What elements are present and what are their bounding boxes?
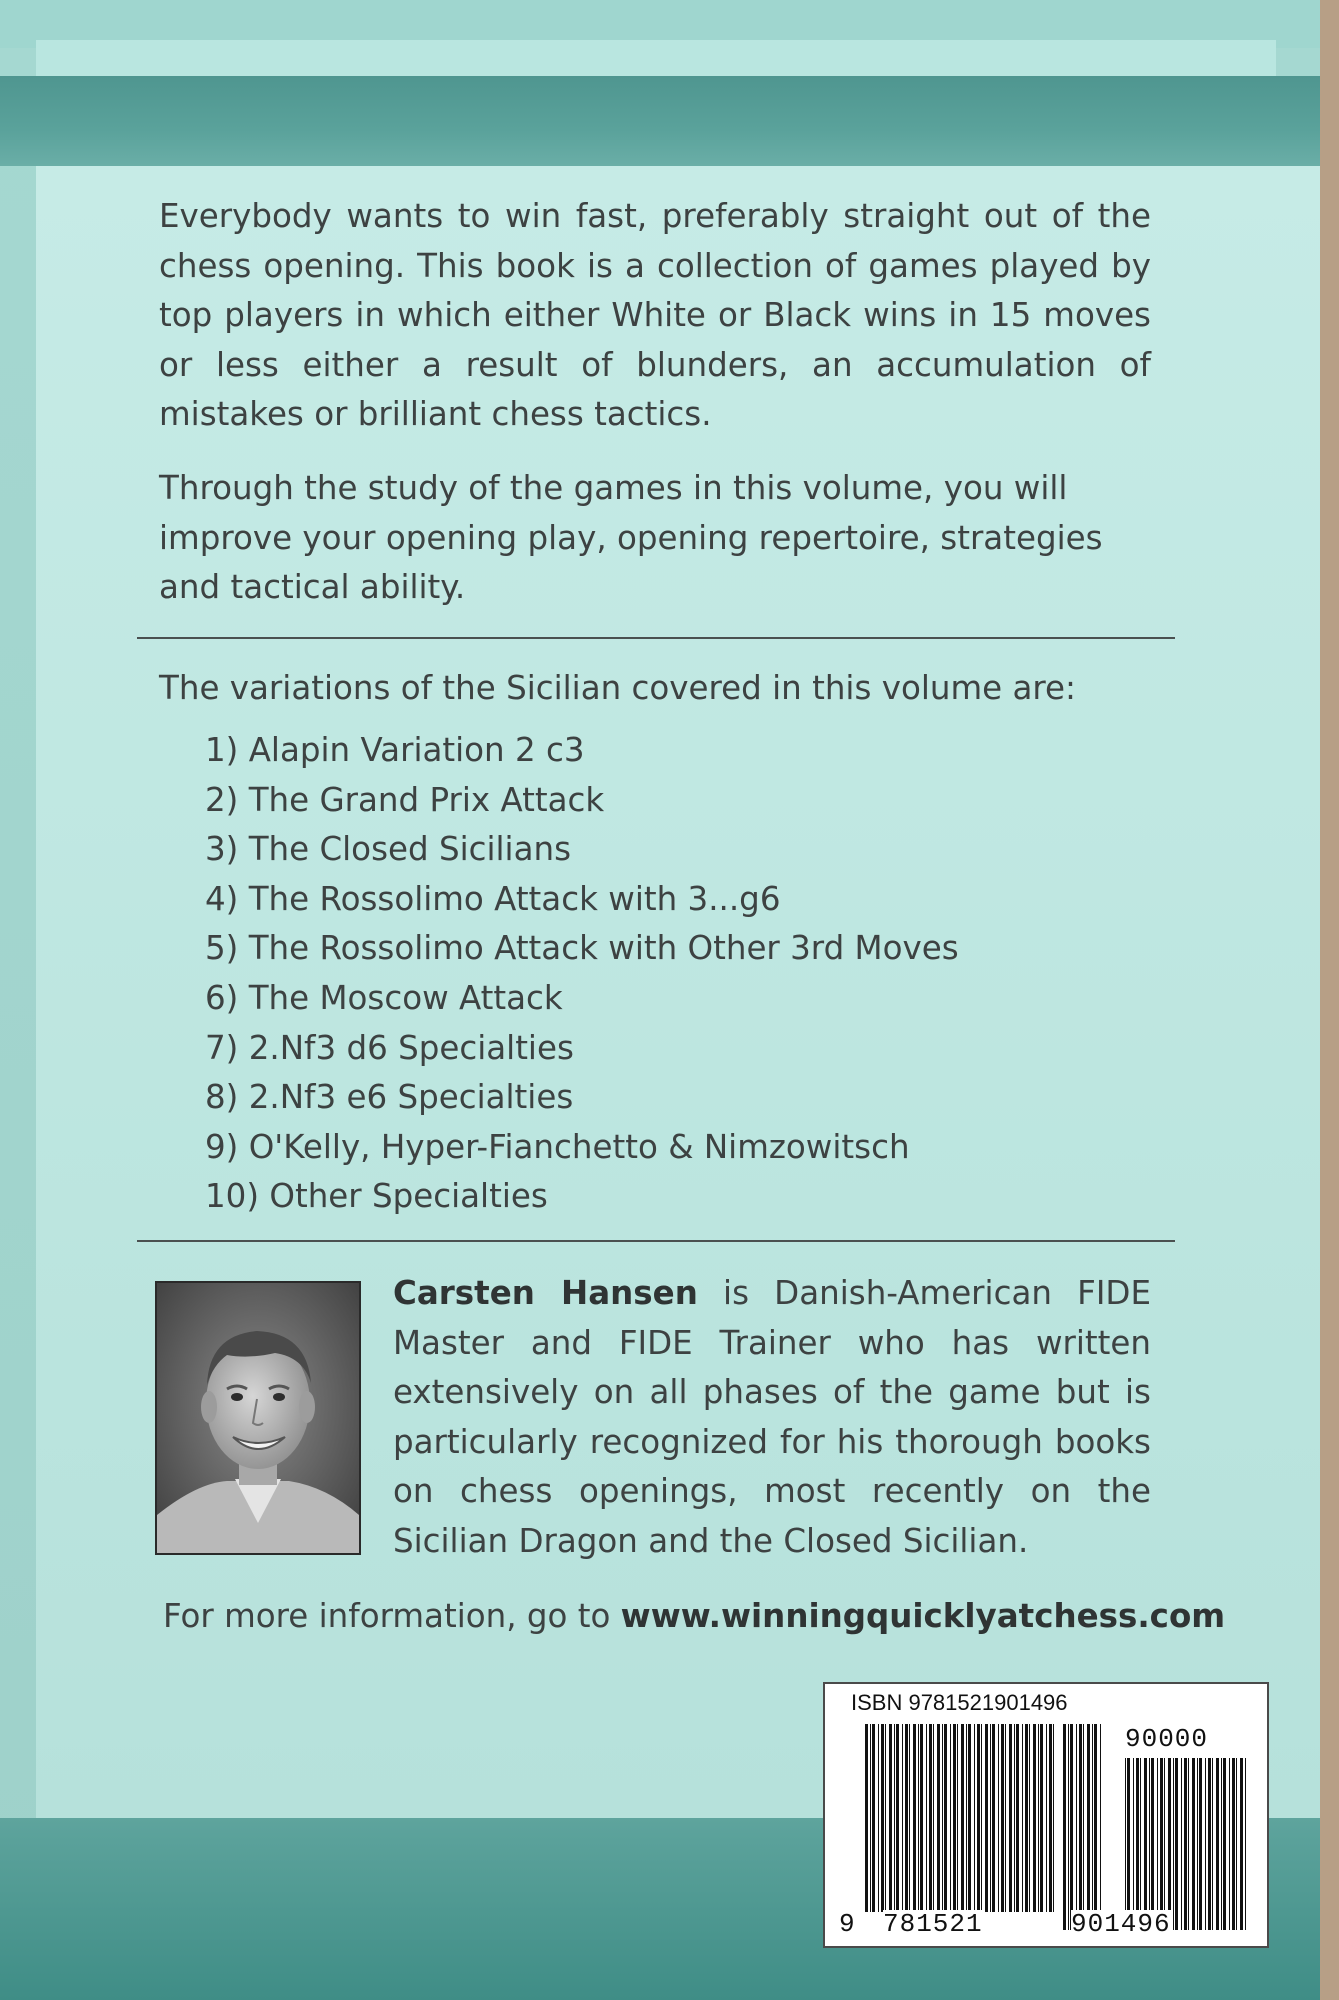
list-item: 9) O'Kelly, Hyper-Fianchetto & Nimzowitsch <box>205 1127 910 1166</box>
barcode-digits-left: 781521 <box>883 1909 983 1939</box>
list-item: 1) Alapin Variation 2 c3 <box>205 731 585 769</box>
variations-list <box>205 726 959 1222</box>
isbn-barcode <box>823 1682 1269 1948</box>
barcode-digit-first: 9 <box>839 1909 855 1939</box>
divider-rule <box>137 1240 1175 1242</box>
more-info-line <box>163 1592 1225 1642</box>
inner-light-strip <box>36 40 1276 80</box>
author-bio <box>393 1269 1151 1567</box>
list-item: 8) 2.Nf3 e6 Specialties <box>205 1078 574 1117</box>
author-bio-text: is Danish-American FIDE Master and FIDE Trainer who has written extensively on all phases of the game but is particularly recognized for his thorough books on chess openings, most recently on the Sicilian Dragon and the Closed Sicilian. <box>393 1274 1151 1560</box>
list-item: 4) The Rossolimo Attack with 3...g6 <box>205 879 781 918</box>
spine-edge <box>1320 0 1339 2000</box>
barcode-digits-right: 901496 <box>1071 1909 1171 1939</box>
more-info-prefix: For more information, go to <box>163 1597 621 1635</box>
barcode-addon-code: 90000 <box>1125 1724 1209 1754</box>
list-item: 10) Other Specialties <box>205 1177 548 1216</box>
website-link[interactable]: www.winningquicklyatchess.com <box>620 1597 1226 1635</box>
divider-rule <box>137 637 1175 639</box>
list-item: 2) The Grand Prix Attack <box>205 780 605 819</box>
top-color-band <box>0 76 1320 166</box>
list-item: 3) The Closed Sicilians <box>205 830 572 869</box>
variations-intro: The variations of the Sicilian covered in this volume are: <box>159 669 1076 707</box>
author-photo <box>155 1281 361 1555</box>
list-item: 7) 2.Nf3 d6 Specialties <box>205 1028 574 1067</box>
isbn-label: ISBN 9781521901496 <box>851 1690 1068 1715</box>
description-paragraph-2: Through the study of the games in this volume, you will improve your opening play, opening repertoire, strategies and tactical ability. <box>159 469 1103 607</box>
list-item: 6) The Moscow Attack <box>205 978 563 1017</box>
description-paragraph-1: Everybody wants to win fast, preferably straight out of the chess opening. This book is a collection of games played by top players in which either White or Black wins in 15 moves or less either a result of blunders, an accumulation of mistakes or brilliant chess tactics. <box>159 197 1151 434</box>
author-name: Carsten Hansen <box>393 1274 698 1312</box>
list-item: 5) The Rossolimo Attack with Other 3rd Moves <box>205 929 959 968</box>
